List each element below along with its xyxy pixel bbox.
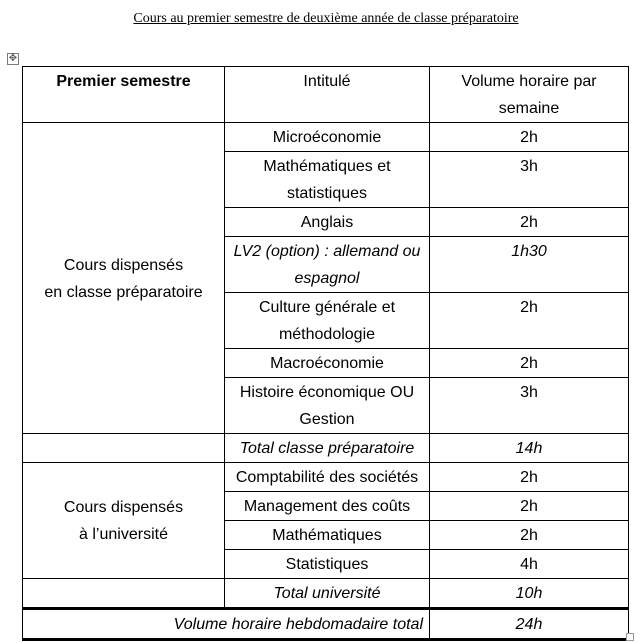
grand-total-hours: 24h	[430, 609, 629, 640]
course-name: Mathématiques et statistiques	[225, 152, 430, 208]
empty-cell	[23, 434, 225, 463]
grand-total-row	[23, 609, 629, 640]
table-header-row	[23, 67, 629, 123]
course-hours: 4h	[430, 550, 629, 579]
course-name: Statistiques	[225, 550, 430, 579]
group-label-univ	[23, 463, 225, 579]
course-hours: 2h	[430, 123, 629, 152]
course-hours: 2h	[430, 492, 629, 521]
table-row	[23, 123, 629, 152]
subtotal-row-univ	[23, 579, 629, 609]
group-label-line: en classe préparatoire	[44, 283, 203, 301]
course-hours: 3h	[430, 152, 629, 208]
subtotal-row-prepa	[23, 434, 629, 463]
document-title: Cours au premier semestre de deuxième année de classe préparatoire	[133, 11, 519, 26]
empty-cell	[23, 579, 225, 609]
subtotal-label: Total université	[225, 579, 430, 609]
group-label-line: Cours dispensés	[63, 256, 184, 274]
group-label-line: à l’université	[79, 526, 168, 543]
course-table	[22, 66, 629, 641]
course-hours: 2h	[430, 208, 629, 237]
course-hours: 2h	[430, 463, 629, 492]
course-hours: 1h30	[430, 237, 629, 293]
course-name: Histoire économique OU Gestion	[225, 378, 430, 434]
header-semester: Premier semestre	[23, 67, 225, 123]
table-resize-handle[interactable]	[626, 633, 634, 641]
group-label-line: Cours dispensés	[63, 499, 184, 516]
header-intitule: Intitulé	[225, 67, 430, 123]
course-name: Management des coûts	[225, 492, 430, 521]
course-hours: 2h	[430, 349, 629, 378]
course-hours: 2h	[430, 521, 629, 550]
course-name: Anglais	[225, 208, 430, 237]
course-name: Culture générale et méthodologie	[225, 293, 430, 349]
header-volume: Volume horaire par semaine	[430, 67, 629, 123]
course-name: Mathématiques	[225, 521, 430, 550]
course-hours: 3h	[430, 378, 629, 434]
table-row	[23, 463, 629, 492]
subtotal-hours: 10h	[430, 579, 629, 609]
grand-total-label: Volume horaire hebdomadaire total	[23, 609, 430, 640]
course-name: LV2 (option) : allemand ou espagnol	[225, 237, 430, 293]
course-hours: 2h	[430, 293, 629, 349]
course-name: Microéconomie	[225, 123, 430, 152]
course-name: Comptabilité des sociétés	[225, 463, 430, 492]
subtotal-hours: 14h	[430, 434, 629, 463]
course-name: Macroéconomie	[225, 349, 430, 378]
subtotal-label: Total classe préparatoire	[225, 434, 430, 463]
group-label-prepa	[23, 123, 225, 434]
table-move-icon[interactable]: ✥	[8, 53, 18, 64]
